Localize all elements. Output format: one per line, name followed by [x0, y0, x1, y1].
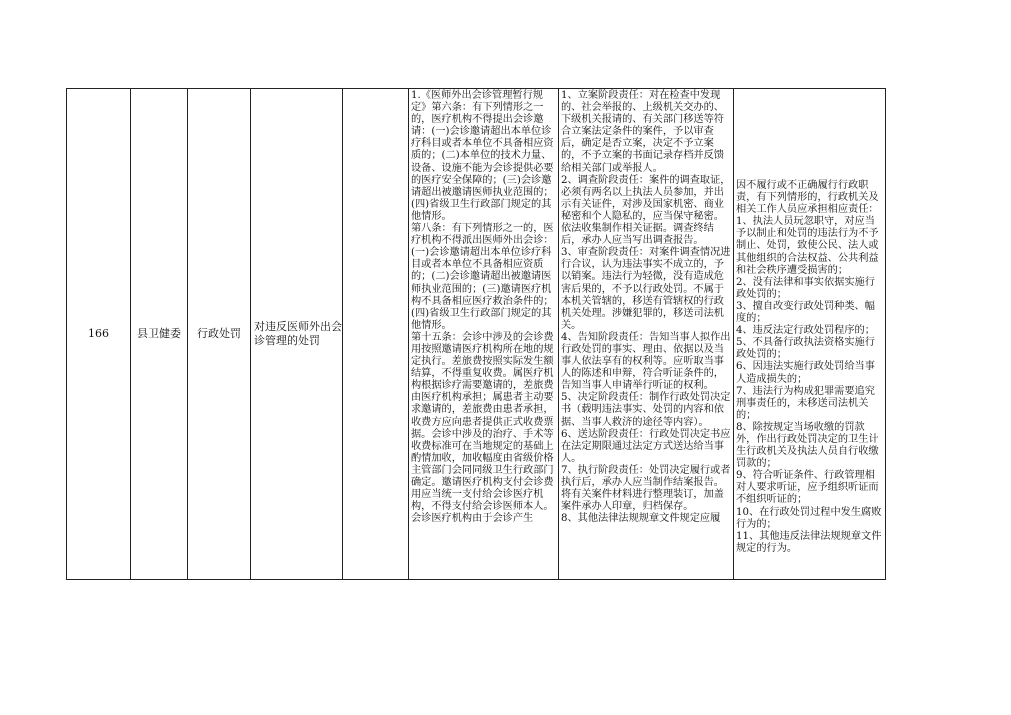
responsibility-table	[66, 88, 886, 580]
cell-accountability	[734, 89, 886, 579]
accountability-text: 因不履行或不正确履行行政职责，有下列情形的，行政机关及相关工作人员应承担相应责任： 1、执法人员玩忽职守，对应当予以制止和处罚的违法行为不予制止、处罚，致使公民、法人或其他组织的合法权益、公共利益和社会秩序遭受损害的； 2、没有法律和事实依据实施行政处罚的； 3、擅自改变行政处罚种类、幅度的； 4、违反法定行政处罚程序的； 5、不具备行政执法资格实施行政处罚的； 6、因违法实施行政处罚给当事人造成损失的； 7、违法行为构成犯罪需要追究刑事责任的，未移送司法机关的； 8、除按规定当场收缴的罚款外，作出行政处罚决定的卫生计生行政机关及执法人员自行收缴罚款的； 9、符合听证条件、行政管理相对人要求听证，应予组织听证而不组织听证的； 10、在行政处罚过程中发生腐败行为的； 11、其他违反法律法规规章文件规定的行为。	[736, 180, 882, 554]
cell-sub-item	[343, 89, 409, 579]
responsibility-text: 1、立案阶段责任：对在检查中发现的、社会举报的、上级机关交办的、下级机关报请的、有关部门移送等符合立案法定条件的案件，予以审查后，确定是否立案，决定不予立案的，不予立案的书面记录存档并反馈给相关部门或举报人。 2、调查阶段责任：案件的调查取证，必须有两名以上执法人员参加，并出示有关证件，对涉及国家机密、商业秘密和个人隐私的，应当保守秘密。依法收集制作相关证据。调查终结后，承办人应当写出调查报告。 3、审查阶段责任：对案件调查情况进行合议，认为违法事实不成立的，予以销案。违法行为轻微，没有造成危害后果的，不予以行政处罚。不属于本机关管辖的，移送有管辖权的行政机关处理。涉嫌犯罪的，移送司法机关。 4、告知阶段责任：告知当事人拟作出行政处罚的事实、理由、依据以及当事人依法享有的权利等。应听取当事人的陈述和申辩，符合听证条件的，告知当事人申请举行听证的权利。 5、决定阶段责任：制作行政处罚决定书（载明违法事实、处罚的内容和依据、当事人救济的途径等内容）。 6、送达阶段责任：行政处罚决定书应在法定期限通过法定方式送达给当事人。 7、执行阶段责任：处罚决定履行或者执行后，承办人应当制作结案报告。将有关案件材料进行整理装订，加盖案件承办人印章，归档保存。 8、其他法律法规规章文件规定应履	[561, 90, 731, 525]
item-name: 对违反医师外出会诊管理的处罚	[254, 320, 342, 347]
cell-category	[188, 89, 251, 579]
legal-basis-text: 1.《医师外出会诊管理暂行规定》第六条：有下列情形之一的，医疗机构不得提出会诊邀请：(一)会诊邀请超出本单位诊疗科目或者本单位不具备相应资质的；(二)本单位的技术力量、设备、设施不能为会诊提供必要的医疗安全保障的；(三)会诊邀请超出被邀请医师执业范围的；(四)省级卫生行政部门规定的其他情形。 第八条：有下列情形之一的，医疗机构不得派出医师外出会诊：(一)会诊邀请超出本单位诊疗科目或者本单位不具备相应资质的；(二)会诊邀请超出被邀请医师执业范围的；(三)邀请医疗机构不具备相应医疗救治条件的；(四)省级卫生行政部门规定的其他情形。 第十五条：会诊中涉及的会诊费用按照邀请医疗机构所在地的规定执行。差旅费按照实际发生额结算，不得重复收费。属医疗机构根据诊疗需要邀请的，差旅费由医疗机构承担；属患者主动要求邀请的，差旅费由患者承担，收费方应向患者提供正式收费票据。会诊中涉及的治疗、手术等收费标准可在当地规定的基础上酌情加收，加收幅度由省级价格主管部门会同同级卫生行政部门确定。邀请医疗机构支付会诊费用应当统一支付给会诊医疗机构，不得支付给会诊医师本人。会诊医疗机构由于会诊产生	[411, 90, 554, 525]
cell-row-number	[67, 89, 131, 579]
cell-department	[131, 89, 188, 579]
department: 县卫健委	[137, 327, 181, 340]
category: 行政处罚	[197, 327, 241, 340]
row-number: 166	[88, 327, 109, 340]
cell-item-name	[251, 89, 343, 579]
cell-responsibility	[559, 89, 734, 579]
cell-legal-basis	[409, 89, 559, 579]
